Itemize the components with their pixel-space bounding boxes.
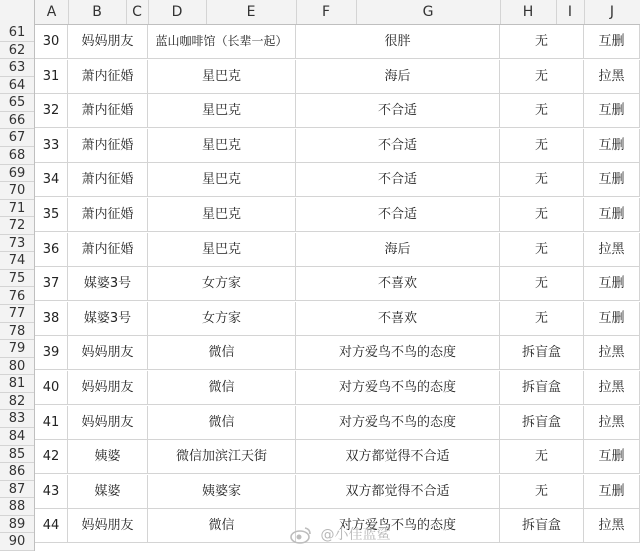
cell-source[interactable]: 妈妈朋友	[68, 509, 148, 542]
cell-index[interactable]: 32	[35, 94, 68, 127]
row-header[interactable]: 82	[0, 393, 34, 411]
cell-impression[interactable]: 对方爱鸟不鸟的态度	[296, 371, 500, 404]
row-header[interactable]: 75	[0, 270, 34, 288]
cell-source[interactable]: 萧内征婚	[68, 94, 148, 127]
table-row	[35, 302, 640, 336]
cell-source[interactable]: 媒婆3号	[68, 267, 148, 300]
cell-impression[interactable]: 不合适	[296, 94, 500, 127]
cell-place[interactable]: 星巴克	[148, 233, 296, 266]
cell-extra[interactable]: 无	[500, 94, 584, 127]
cell-source[interactable]: 妈妈朋友	[68, 406, 148, 439]
row-header[interactable]: 73	[0, 235, 34, 253]
cell-extra[interactable]: 无	[500, 198, 584, 231]
column-header-row	[0, 0, 640, 25]
table-row	[35, 129, 640, 163]
cell-place[interactable]: 星巴克	[148, 198, 296, 231]
cell-place[interactable]: 姨婆家	[148, 475, 296, 508]
cell-index[interactable]: 38	[35, 302, 68, 335]
cell-index[interactable]: 35	[35, 198, 68, 231]
cell-source[interactable]: 姨婆	[68, 440, 148, 473]
cell-impression[interactable]: 双方都觉得不合适	[296, 475, 500, 508]
cell-place[interactable]: 星巴克	[148, 163, 296, 196]
cell-impression[interactable]: 双方都觉得不合适	[296, 440, 500, 473]
cell-extra[interactable]: 拆盲盒	[500, 406, 584, 439]
cell-source[interactable]: 萧内征婚	[68, 60, 148, 93]
column-header-e[interactable]: E	[206, 0, 297, 24]
cell-index[interactable]: 36	[35, 233, 68, 266]
cell-place[interactable]: 微信	[148, 371, 296, 404]
weibo-logo-icon	[290, 526, 312, 544]
row-header[interactable]: 78	[0, 323, 34, 341]
table-row	[35, 25, 640, 59]
cell-place[interactable]: 微信	[148, 406, 296, 439]
table-row	[35, 440, 640, 474]
cell-extra[interactable]: 无	[500, 302, 584, 335]
row-header[interactable]: 80	[0, 358, 34, 376]
column-header-j[interactable]: J	[584, 0, 640, 24]
cell-extra[interactable]: 无	[500, 233, 584, 266]
cell-source[interactable]: 妈妈朋友	[68, 25, 148, 58]
cell-source[interactable]: 妈妈朋友	[68, 371, 148, 404]
row-header[interactable]: 77	[0, 305, 34, 323]
row-header[interactable]: 84	[0, 428, 34, 446]
table-row	[35, 267, 640, 301]
table-row	[35, 94, 640, 128]
column-header-g[interactable]: G	[356, 0, 501, 24]
column-header-b[interactable]: B	[68, 0, 127, 24]
row-header[interactable]: 70	[0, 182, 34, 200]
table-row	[35, 60, 640, 94]
cell-result[interactable]: 互删	[584, 25, 640, 58]
row-header[interactable]: 68	[0, 147, 34, 165]
cell-index[interactable]: 31	[35, 60, 68, 93]
cell-result[interactable]: 互删	[584, 267, 640, 300]
cell-extra[interactable]: 无	[500, 60, 584, 93]
cell-extra[interactable]: 拆盲盒	[500, 336, 584, 369]
cell-result[interactable]: 拉黑	[584, 509, 640, 542]
data-grid	[35, 25, 640, 551]
cell-source[interactable]: 萧内征婚	[68, 198, 148, 231]
cell-impression[interactable]: 对方爱鸟不鸟的态度	[296, 509, 500, 542]
cell-index[interactable]: 40	[35, 371, 68, 404]
row-header[interactable]: 67	[0, 129, 34, 147]
cell-place[interactable]: 女方家	[148, 302, 296, 335]
row-header[interactable]: 88	[0, 498, 34, 516]
cell-place[interactable]: 星巴克	[148, 60, 296, 93]
row-header[interactable]: 61	[0, 24, 34, 42]
cell-index[interactable]: 39	[35, 336, 68, 369]
cell-source[interactable]: 萧内征婚	[68, 129, 148, 162]
row-header[interactable]: 66	[0, 112, 34, 130]
cell-impression[interactable]: 对方爱鸟不鸟的态度	[296, 336, 500, 369]
cell-extra[interactable]: 拆盲盒	[500, 371, 584, 404]
select-all-corner[interactable]	[0, 0, 35, 24]
cell-index[interactable]: 34	[35, 163, 68, 196]
column-header-d[interactable]: D	[148, 0, 207, 24]
column-header-h[interactable]: H	[500, 0, 557, 24]
cell-impression[interactable]: 对方爱鸟不鸟的态度	[296, 406, 500, 439]
row-header[interactable]: 79	[0, 340, 34, 358]
row-header[interactable]: 62	[0, 42, 34, 60]
cell-place[interactable]: 星巴克	[148, 94, 296, 127]
cell-index[interactable]: 30	[35, 25, 68, 58]
column-header-a[interactable]: A	[35, 0, 69, 24]
cell-index[interactable]: 41	[35, 406, 68, 439]
row-header[interactable]: 81	[0, 375, 34, 393]
cell-index[interactable]: 37	[35, 267, 68, 300]
table-row	[35, 336, 640, 370]
cell-result[interactable]: 互删	[584, 475, 640, 508]
cell-source[interactable]: 媒婆3号	[68, 302, 148, 335]
cell-impression[interactable]: 很胖	[296, 25, 500, 58]
cell-result[interactable]: 互删	[584, 129, 640, 162]
cell-place[interactable]: 微信	[148, 336, 296, 369]
row-header[interactable]: 83	[0, 410, 34, 428]
cell-result[interactable]: 拉黑	[584, 60, 640, 93]
cell-extra[interactable]: 无	[500, 267, 584, 300]
cell-result[interactable]: 互删	[584, 302, 640, 335]
cell-result[interactable]: 拉黑	[584, 336, 640, 369]
cell-result[interactable]: 互删	[584, 163, 640, 196]
row-header-column	[0, 24, 35, 551]
row-header[interactable]: 69	[0, 165, 34, 183]
cell-index[interactable]: 42	[35, 440, 68, 473]
cell-result[interactable]: 互删	[584, 94, 640, 127]
watermark	[290, 524, 390, 548]
cell-source[interactable]: 萧内征婚	[68, 233, 148, 266]
cell-source[interactable]: 萧内征婚	[68, 163, 148, 196]
cell-place[interactable]: 蓝山咖啡馆（长辈一起）	[148, 25, 296, 58]
cell-impression[interactable]: 不合适	[296, 163, 500, 196]
cell-impression[interactable]: 不喜欢	[296, 302, 500, 335]
cell-place[interactable]: 女方家	[148, 267, 296, 300]
table-row	[35, 406, 640, 440]
cell-result[interactable]: 互删	[584, 198, 640, 231]
cell-impression[interactable]: 不合适	[296, 129, 500, 162]
row-header[interactable]: 85	[0, 446, 34, 464]
cell-source[interactable]: 妈妈朋友	[68, 336, 148, 369]
table-row	[35, 163, 640, 197]
cell-result[interactable]: 互删	[584, 440, 640, 473]
row-header[interactable]: 87	[0, 481, 34, 499]
cell-result[interactable]: 拉黑	[584, 233, 640, 266]
table-row	[35, 198, 640, 232]
cell-result[interactable]: 拉黑	[584, 406, 640, 439]
table-row	[35, 233, 640, 267]
table-row	[35, 475, 640, 509]
row-header[interactable]: 76	[0, 288, 34, 306]
row-header[interactable]: 72	[0, 217, 34, 235]
cell-result[interactable]: 拉黑	[584, 371, 640, 404]
cell-index[interactable]: 33	[35, 129, 68, 162]
cell-extra[interactable]: 无	[500, 440, 584, 473]
column-header-i[interactable]: I	[556, 0, 585, 24]
row-header[interactable]: 74	[0, 252, 34, 270]
row-header[interactable]: 86	[0, 463, 34, 481]
cell-index[interactable]: 44	[35, 509, 68, 542]
cell-extra[interactable]: 无	[500, 129, 584, 162]
cell-extra[interactable]: 无	[500, 163, 584, 196]
cell-place[interactable]: 微信加滨江天街	[148, 440, 296, 473]
row-header[interactable]: 63	[0, 59, 34, 77]
cell-extra[interactable]: 无	[500, 475, 584, 508]
cell-index[interactable]: 43	[35, 475, 68, 508]
row-header[interactable]: 65	[0, 94, 34, 112]
column-header-f[interactable]: F	[296, 0, 357, 24]
row-header[interactable]: 89	[0, 516, 34, 534]
cell-impression[interactable]: 海后	[296, 233, 500, 266]
cell-extra[interactable]: 无	[500, 25, 584, 58]
cell-source[interactable]: 媒婆	[68, 475, 148, 508]
cell-extra[interactable]: 拆盲盒	[500, 509, 584, 542]
row-header[interactable]: 90	[0, 533, 34, 551]
cell-place[interactable]: 星巴克	[148, 129, 296, 162]
watermark-text: @小佳蓝鲨	[320, 527, 391, 543]
row-header[interactable]: 64	[0, 77, 34, 95]
cell-impression[interactable]: 不合适	[296, 198, 500, 231]
table-row	[35, 371, 640, 405]
cell-place[interactable]: 微信	[148, 509, 296, 542]
cell-impression[interactable]: 不喜欢	[296, 267, 500, 300]
column-header-c[interactable]: C	[126, 0, 149, 24]
row-header[interactable]: 71	[0, 200, 34, 218]
cell-impression[interactable]: 海后	[296, 60, 500, 93]
